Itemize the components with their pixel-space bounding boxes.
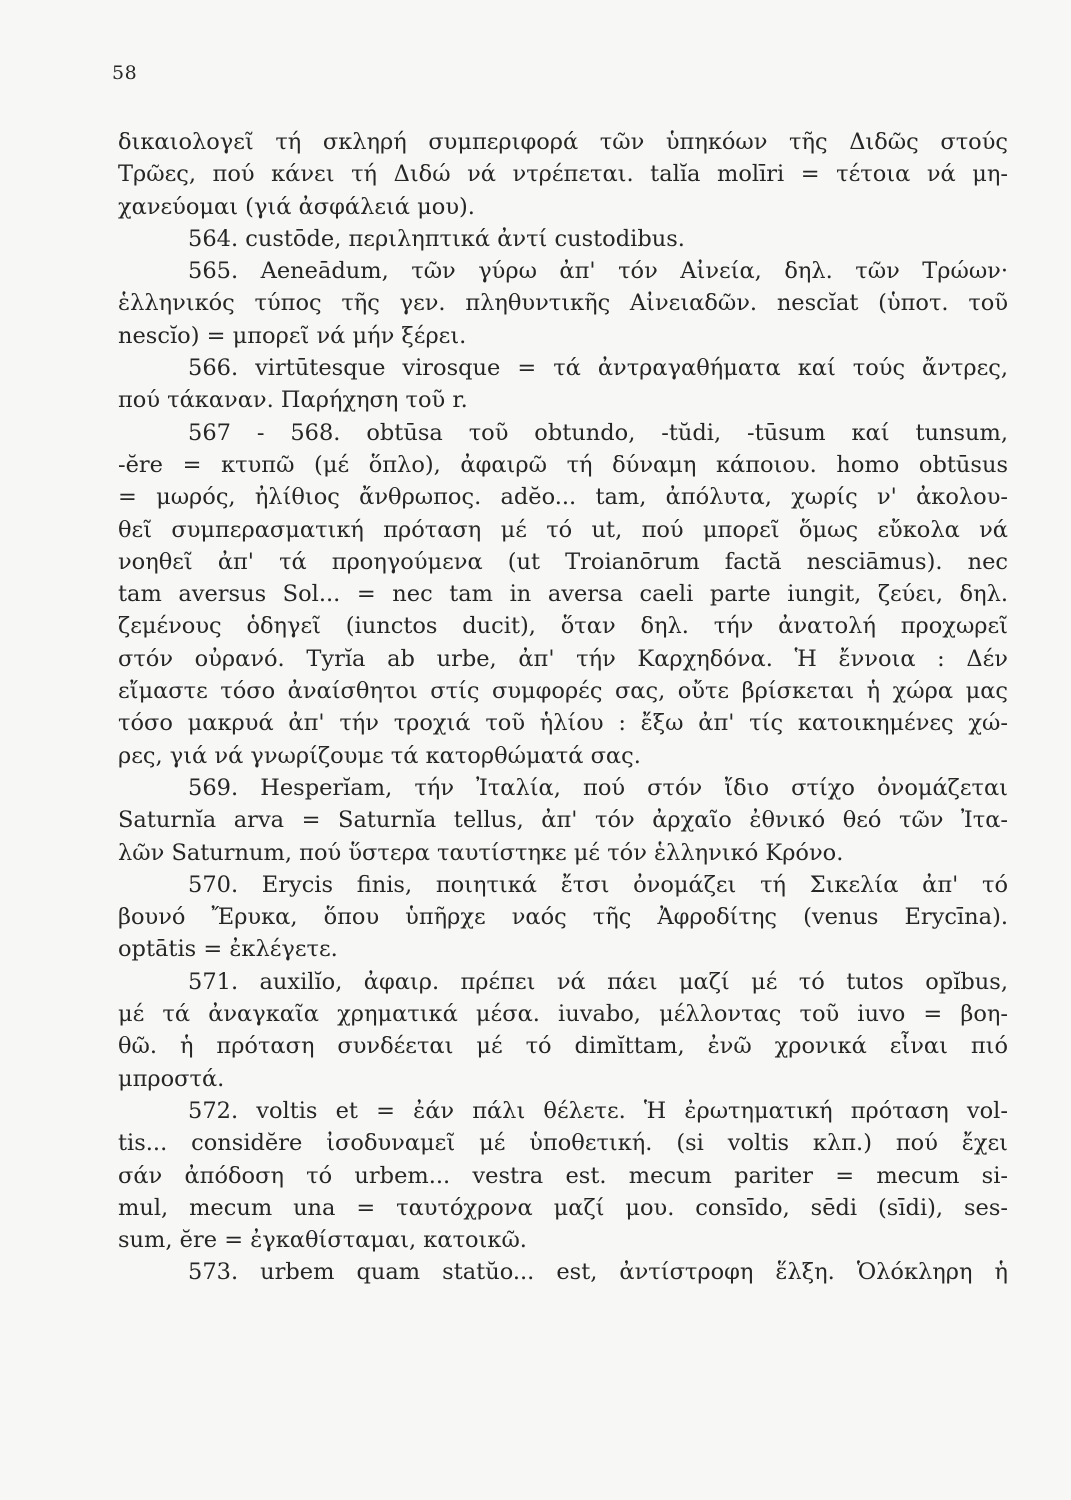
text-line: μέ τά ἀναγκαῖα χρηματικά μέσα. iuvabo, μέλλοντας τοῦ iuvo = βοη-: [118, 1001, 1008, 1028]
text-line: -ĕre = κτυπῶ (μέ ὅπλο), ἀφαιρῶ τή δύναμη κάποιου. homo obtūsus: [118, 451, 1008, 478]
page-number: 58: [112, 62, 138, 84]
text-line: 569. Hesperĭam, τήν Ἰταλία, πού στόν ἴδιο στίχο ὀνομάζεται: [188, 774, 1008, 801]
text-line: δικαιολογεῖ τή σκληρή συμπεριφορά τῶν ὑπηκόων τῆς Διδῶς στούς: [118, 129, 1008, 155]
text-line: optātis = ἐκλέγετε.: [118, 936, 338, 963]
text-line: 571. auxilĭo, ἀφαιρ. πρέπει νά πάει μαζί μέ τό tutos opĭbus,: [188, 968, 1008, 995]
text-line: νοηθεῖ ἀπ' τά προηγούμενα (ut Troianōrum factă nesciāmus). nec: [118, 548, 1008, 575]
text-line: tam aversus Sol... = nec tam in aversa caeli parte iungit, ζεύει, δηλ.: [118, 581, 1008, 608]
text-line: εἴμαστε τόσο ἀναίσθητοι στίς συμφορές σας, οὔτε βρίσκεται ἡ χώρα μας: [118, 678, 1008, 705]
text-line: βουνό Ἔρυκα, ὅπου ὑπῆρχε ναός τῆς Ἀφροδίτης (venus Erycīna).: [118, 904, 1008, 931]
text-line: tis... considĕre ἰσοδυναμεῖ μέ ὑποθετική. (si voltis κλπ.) πού ἔχει: [118, 1130, 1008, 1157]
text-line: ἑλληνικός τύπος τῆς γεν. πληθυντικῆς Αἰνειαδῶν. nescĭat (ὑποτ. τοῦ: [118, 290, 1008, 317]
text-line: Τρῶες, πού κάνει τή Διδώ νά ντρέπεται. talĭa molīri = τέτοια νά μη-: [118, 161, 1008, 188]
text-line: 566. virtūtesque virosque = τά ἀντραγαθήματα καί τούς ἄντρες,: [188, 355, 1008, 382]
text-line: στόν οὐρανό. Tyrĭa ab urbe, ἀπ' τήν Καρχηδόνα. Ἡ ἔννοια : Δέν: [118, 645, 1008, 672]
text-line: 572. voltis et = ἐάν πάλι θέλετε. Ἡ ἐρωτηματική πρόταση vol-: [188, 1097, 1008, 1124]
text-line: θεῖ συμπερασματική πρόταση μέ τό ut, πού μπορεῖ ὅμως εὔκολα νά: [118, 516, 1008, 543]
text-line: 565. Aeneādum, τῶν γύρω ἀπ' τόν Αἰνεία, δηλ. τῶν Τρώων·: [188, 258, 1008, 285]
text-line: θῶ. ἡ πρόταση συνδέεται μέ τό dimĭttam, ἐνῶ χρονικά εἶναι πιό: [118, 1033, 1008, 1060]
text-line: σάν ἀπόδοση τό urbem... vestra est. mecum pariter = mecum si-: [118, 1162, 1008, 1189]
text-line: 573. urbem quam statŭo... est, ἀντίστροφη ἕλξη. Ὁλόκληρη ἡ: [188, 1259, 1008, 1286]
text-line: Saturnĭa arva = Saturnĭa tellus, ἀπ' τόν ἀρχαῖο ἐθνικό θεό τῶν Ἰτα-: [118, 807, 1008, 834]
text-line: 570. Erycis finis, ποιητικά ἔτσι ὀνομάζει τή Σικελία ἀπ' τό: [188, 871, 1008, 898]
text-line: 567 - 568. obtūsa τοῦ obtundo, -tŭdi, -tūsum καί tunsum,: [188, 419, 1008, 446]
text-line: λῶν Saturnum, πού ὕστερα ταυτίστηκε μέ τόν ἑλληνικό Κρόνο.: [118, 839, 844, 866]
text-line: nescĭo) = μπορεῖ νά μήν ξέρει.: [118, 322, 467, 349]
text-line: mul, mecum una = ταυτόχρονα μαζί μου. consīdo, sēdi (sīdi), ses-: [118, 1194, 1008, 1221]
text-line: πού τάκαναν. Παρήχηση τοῦ r.: [118, 387, 468, 414]
text-line: χανεύομαι (γιά ἀσφάλειά μου).: [118, 193, 475, 220]
text-line: μπροστά.: [118, 1065, 225, 1092]
text-line: sum, ĕre = ἐγκαθίσταμαι, κατοικῶ.: [118, 1227, 527, 1254]
text-line: τόσο μακρυά ἀπ' τήν τροχιά τοῦ ἡλίου : ἔξω ἀπ' τίς κατοικημένες χώ-: [118, 710, 1008, 737]
text-line: ρες, γιά νά γνωρίζουμε τά κατορθώματά σας.: [118, 742, 641, 769]
text-line: ζεμένους ὁδηγεῖ (iunctos ducit), ὅταν δηλ. τήν ἀνατολή προχωρεῖ: [118, 613, 1008, 640]
text-line: = μωρός, ἠλίθιος ἄνθρωπος. adĕo... tam, ἀπόλυτα, χωρίς ν' ἀκολου-: [118, 484, 1008, 511]
commentary-text: [118, 126, 1008, 1289]
text-line: 564. custōde, περιληπτικά ἀντί custodibus.: [188, 225, 685, 252]
